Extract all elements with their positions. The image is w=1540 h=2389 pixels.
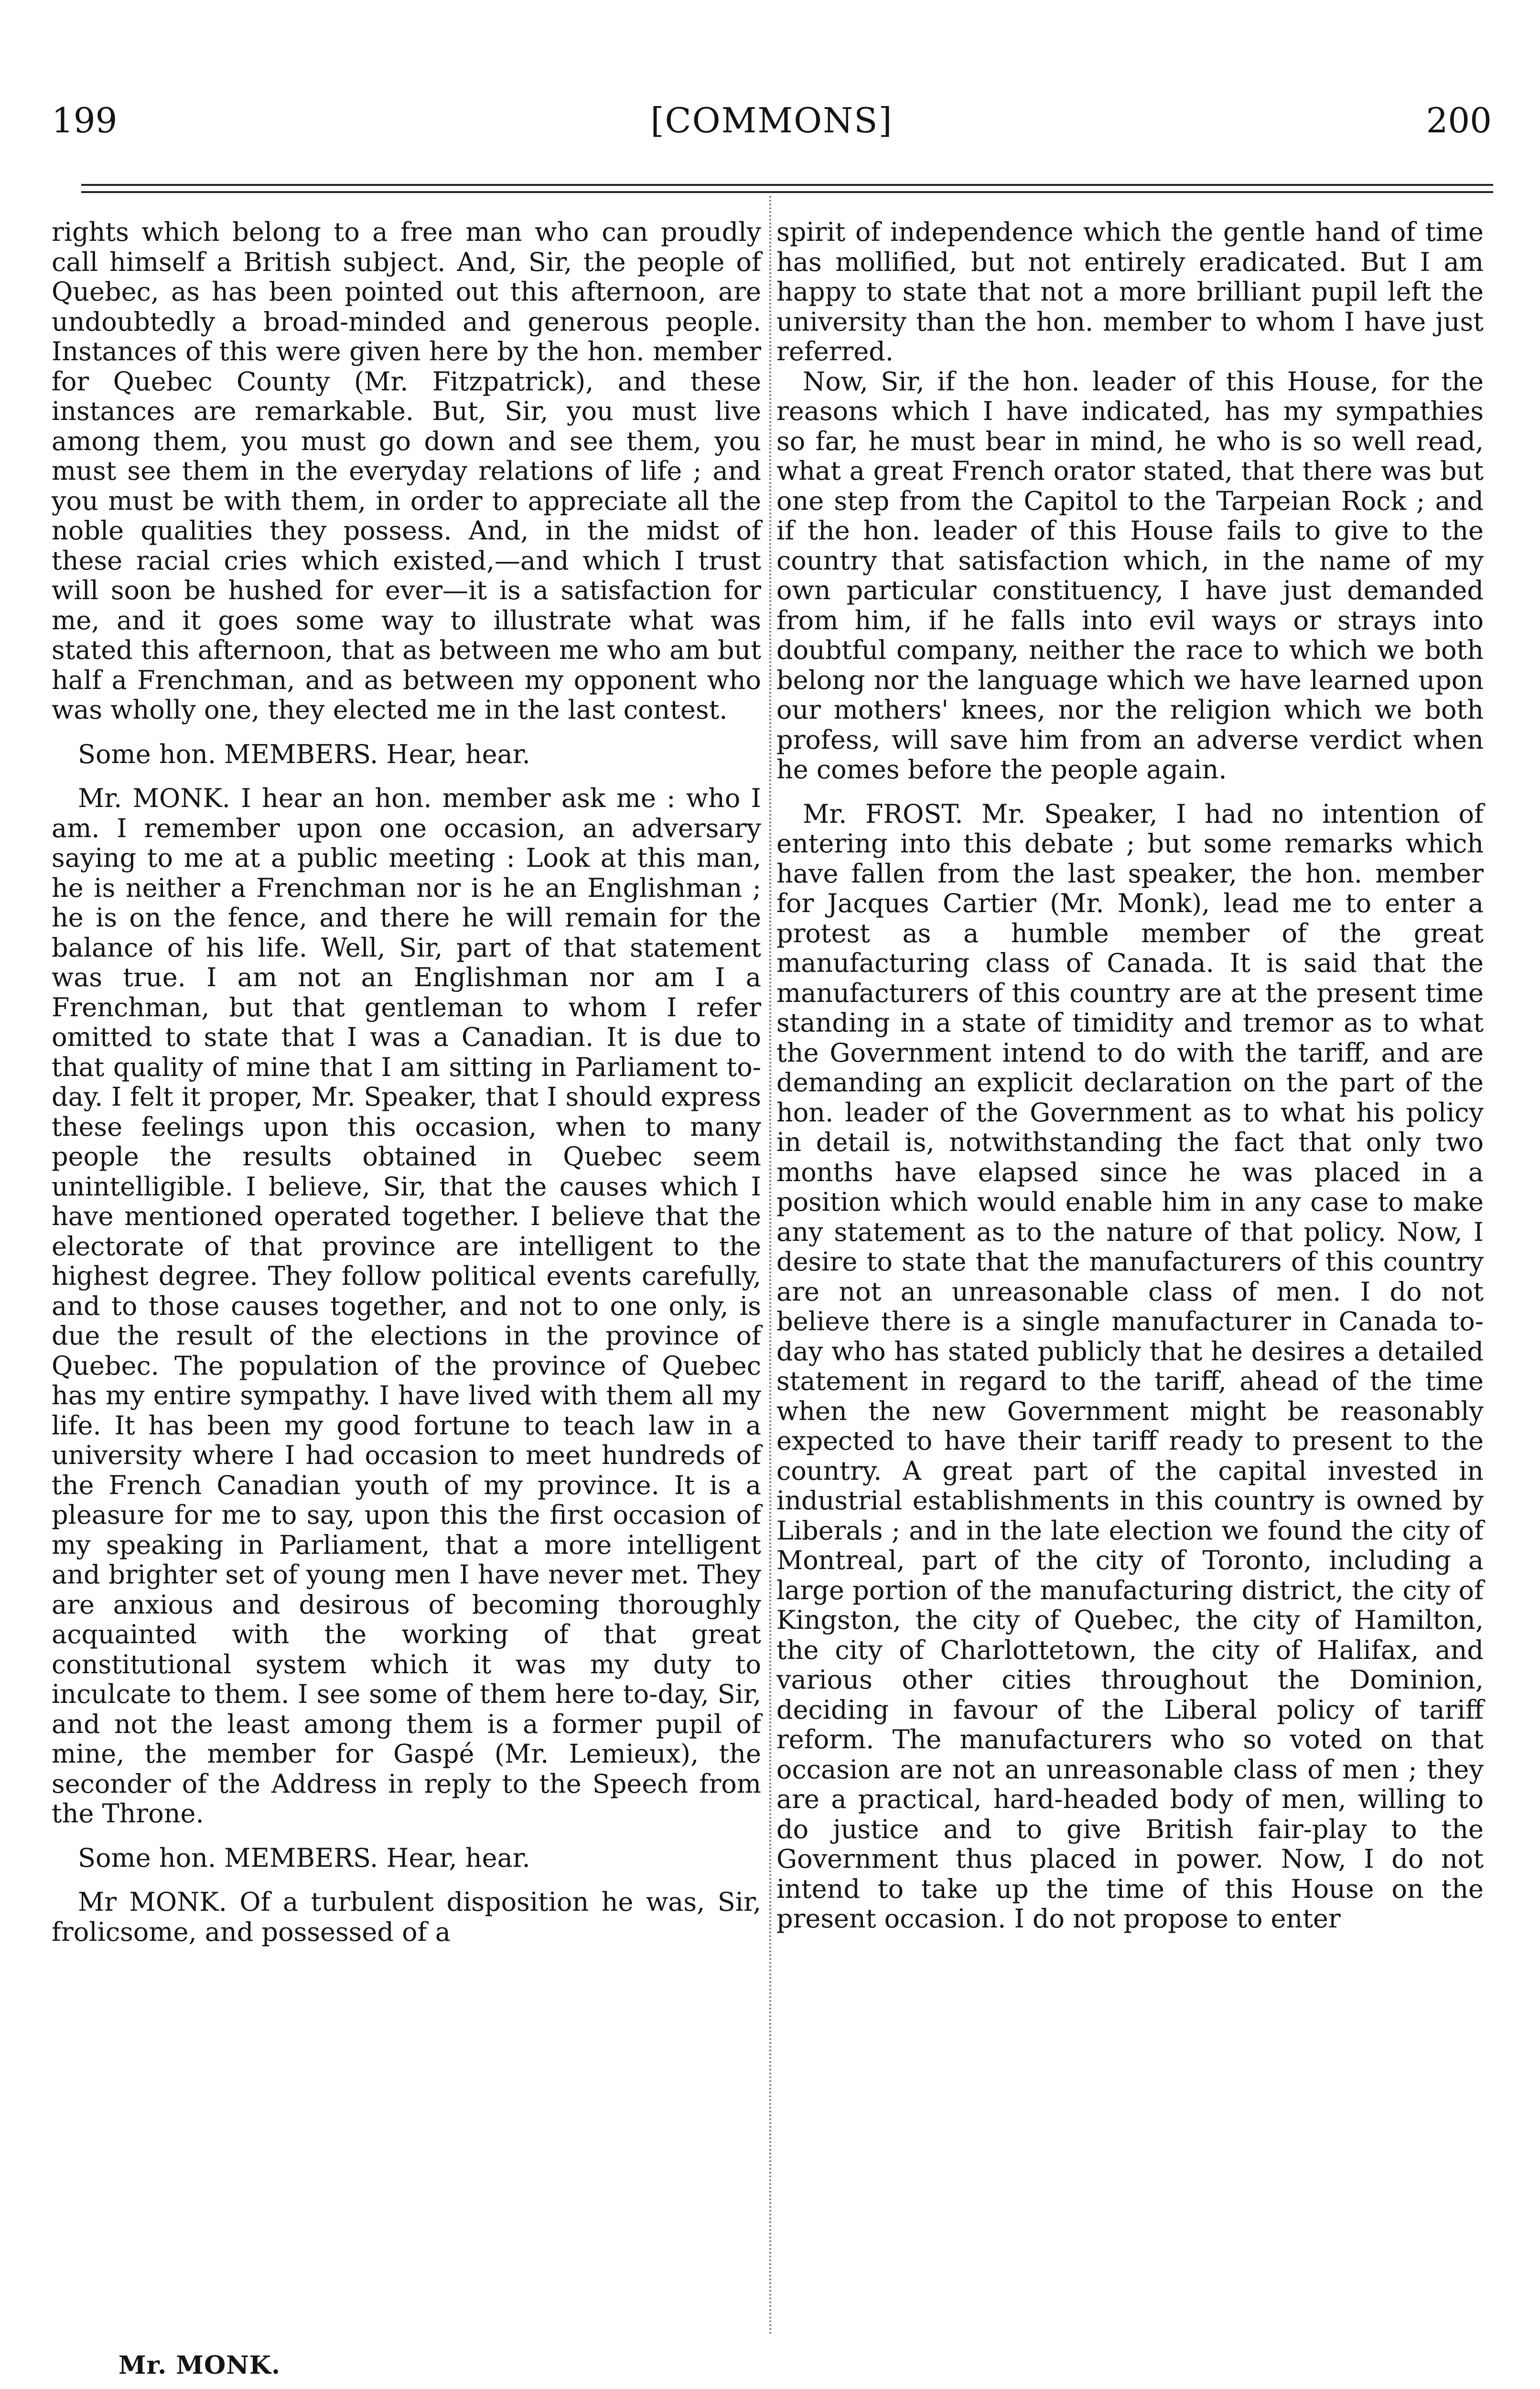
paragraph: spirit of independence which the gentle hand of time has mollified, but not entirely eradicated. But I am happy to state that not a more brilliant pupil left the university than the hon. member to whom I have just referred.	[776, 217, 1484, 366]
paragraph: Now, Sir, if the hon. leader of this House, for the reasons which I have indicated, has my sympathies so far, he must bear in mind, he who is so well read, what a great French orator stated, that there was but one step from the Capitol to the Tarpeian Rock ; and if the hon. leader of this House fails to give to the country that satisfaction which, in the name of my own particular constituency, I have just demanded from him, if he falls into evil ways or strays into doubtful company, neither the race to which we both belong nor the language which we have learned upon our mothers' knees, nor the religion which we both profess, will save him from an adverse verdict when he comes before the people again.	[776, 366, 1484, 785]
column-divider	[769, 196, 771, 2336]
left-column	[52, 217, 761, 1947]
paragraph: Some hon. MEMBERS. Hear, hear.	[78, 1842, 530, 1873]
running-title: [COMMONS]	[650, 100, 893, 140]
header-rule-top	[81, 184, 1493, 186]
paragraph: Mr. MONK. I hear an hon. member ask me : who I am. I remember upon one occasion, an adversary saying to me at a public meeting : Look at this man, he is neither a Frenchman nor is he an Englishman ; he is on the fence, and there he will remain for the balance of his life. Well, Sir, part of that statement was true. I am not an Englishman nor am I a Frenchman, but that gentleman to whom I refer omitted to state that I was a Canadian. It is due to that quality of mine that I am sitting in Parliament to-day. I felt it proper, Mr. Speaker, that I should express these feelings upon this occasion, when to many people the results obtained in Quebec seem unintelligible. I believe, Sir, that the causes which I have mentioned operated together. I believe that the electorate of that province are intelligent to the highest degree. They follow political events carefully, and to those causes together, and not to one only, is due the result of the elections in the province of Quebec. The population of the province of Quebec has my entire sympathy. I have lived with them all my life. It has been my good fortune to teach law in a university where I had occasion to meet hundreds of the French Canadian youth of my province. It is a pleasure for me to say, upon this the first occasion of my speaking in Parliament, that a more intelligent and brighter set of young men I have never met. They are anxious and desirous of becoming thoroughly acquainted with the working of that great constitutional system which it was my duty to inculcate to them. I see some of them here to-day, Sir, and not the least among them is a former pupil of mine, the member for Gaspé (Mr. Lemieux), the seconder of the Address in reply to the Speech from the Throne.	[52, 783, 761, 1829]
right-column	[776, 217, 1484, 1934]
paragraph: rights which belong to a free man who can proudly call himself a British subject. And, Sir, the people of Quebec, as has been pointed out this afternoon, are undoubtedly a broad-minded and generous people. Instances of this were given here by the hon. member for Quebec County (Mr. Fitzpatrick), and these instances are remarkable. But, Sir, you must live among them, you must go down and see them, you must see them in the everyday relations of life ; and you must be with them, in order to appreciate all the noble qualities they possess. And, in the midst of these racial cries which existed,—and which I trust will soon be hushed for ever—it is a satisfaction for me, and it goes some way to illustrate what was stated this afternoon, that as between me who am but half a Frenchman, and as between my opponent who was wholly one, they elected me in the last contest.	[52, 217, 761, 725]
paragraph: Mr. FROST. Mr. Speaker, I had no intention of entering into this debate ; but some remarks which have fallen from the last speaker, the hon. member for Jacques Cartier (Mr. Monk), lead me to enter a protest as a humble member of the great manufacturing class of Canada. It is said that the manufacturers of this country are at the present time standing in a state of timidity and tremor as to what the Government intend to do with the tariff, and are demanding an explicit declaration on the part of the hon. leader of the Government as to what his policy in detail is, notwithstanding the fact that only two months have elapsed since he was placed in a position which would enable him in any case to make any statement as to the nature of that policy. Now, I desire to state that the manufacturers of this country are not an unreasonable class of men. I do not believe there is a single manufacturer in Canada to-day who has stated publicly that he desires a detailed statement in regard to the tariff, ahead of the time when the new Government might be reasonably expected to have their tariff ready to present to the country. A great part of the capital invested in industrial establishments in this country is owned by Liberals ; and in the late election we found the city of Montreal, part of the city of Toronto, including a large portion of the manufacturing district, the city of Kingston, the city of Quebec, the city of Hamilton, the city of Charlottetown, the city of Halifax, and various other cities throughout the Dominion, deciding in favour of the Liberal policy of tariff reform. The manufacturers who so voted on that occasion are not an unreasonable class of men ; they are a practical, hard-headed body of men, willing to do justice and to give British fair-play to the Government thus placed in power. Now, I do not intend to take up the time of this House on the present occasion. I do not propose to enter	[776, 798, 1484, 1934]
page-number-left: 199	[52, 100, 118, 140]
header-rule-bottom	[81, 191, 1493, 193]
page-header	[52, 100, 1492, 153]
paragraph: Mr MONK. Of a turbulent disposition he was, Sir, frolicsome, and possessed of a	[52, 1887, 761, 1947]
paragraph: Some hon. MEMBERS. Hear, hear.	[78, 739, 530, 769]
page-number-right: 200	[1426, 100, 1492, 140]
footer-speaker-label: Mr. MONK.	[118, 2351, 281, 2380]
